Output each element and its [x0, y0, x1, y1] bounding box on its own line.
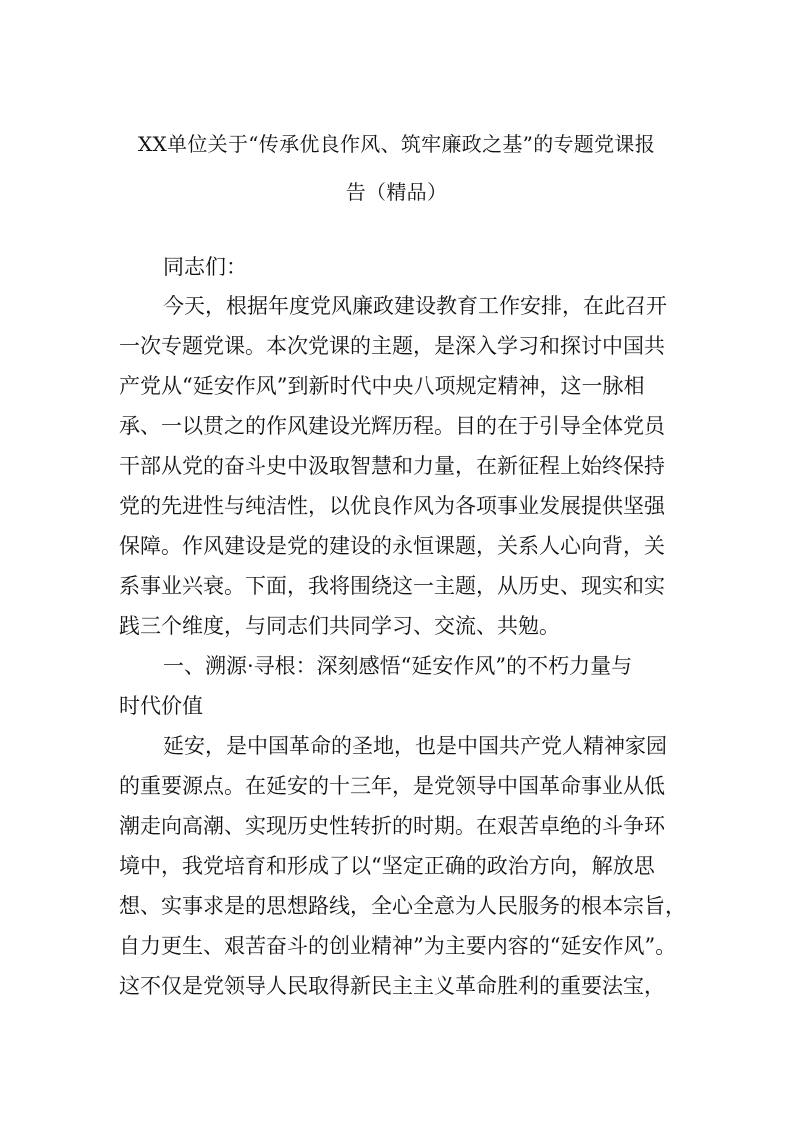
paragraph-line: 这不仅是党领导人民取得新民主主义革命胜利的重要法宝， [119, 974, 665, 998]
greeting: 同志们： [163, 255, 247, 279]
paragraph-line: 系事业兴衰。下面，我将围绕这一主题，从历史、现实和实 [119, 574, 665, 598]
paragraph-line: 承、一以贯之的作风建设光辉历程。目的在于引导全体党员 [119, 414, 665, 438]
paragraph-line: 今天，根据年度党风廉政建设教育工作安排，在此召开 [163, 294, 667, 318]
paragraph-line: 想、实事求是的思想路线，全心全意为人民服务的根本宗旨， [119, 894, 686, 918]
section-heading-line: 时代价值 [119, 694, 203, 718]
paragraph-line: 践三个维度，与同志们共同学习、交流、共勉。 [119, 614, 560, 638]
paragraph-line: 党的先进性与纯洁性，以优良作风为各项事业发展提供坚强 [119, 494, 665, 518]
document-title-line-2: 告（精品） [345, 180, 448, 204]
paragraph-line: 潮走向高潮、实现历史性转折的时期。在艰苦卓绝的斗争环 [119, 814, 665, 838]
paragraph-line: 保障。作风建设是党的建设的永恒课题，关系人心向背，关 [119, 534, 665, 558]
paragraph-line: 产党从“延安作风”到新时代中央八项规定精神，这一脉相 [119, 374, 645, 398]
paragraph-line: 自力更生、艰苦奋斗的创业精神”为主要内容的“延安作风”。 [119, 934, 677, 958]
paragraph-line: 的重要源点。在延安的十三年，是党领导中国革命事业从低 [119, 774, 665, 798]
paragraph-line: 一次专题党课。本次党课的主题，是深入学习和探讨中国共 [119, 334, 665, 358]
document-title-line-1: XX单位关于“传承优良作风、筑牢廉政之基”的专题党课报 [137, 132, 656, 156]
section-heading-line: 一、溯源·寻根：深刻感悟“延安作风”的不朽力量与 [163, 654, 633, 678]
paragraph-line: 干部从党的奋斗史中汲取智慧和力量，在新征程上始终保持 [119, 454, 665, 478]
paragraph-line: 境中，我党培育和形成了以“坚定正确的政治方向，解放思 [119, 854, 655, 878]
paragraph-line: 延安，是中国革命的圣地，也是中国共产党人精神家园 [163, 734, 667, 758]
